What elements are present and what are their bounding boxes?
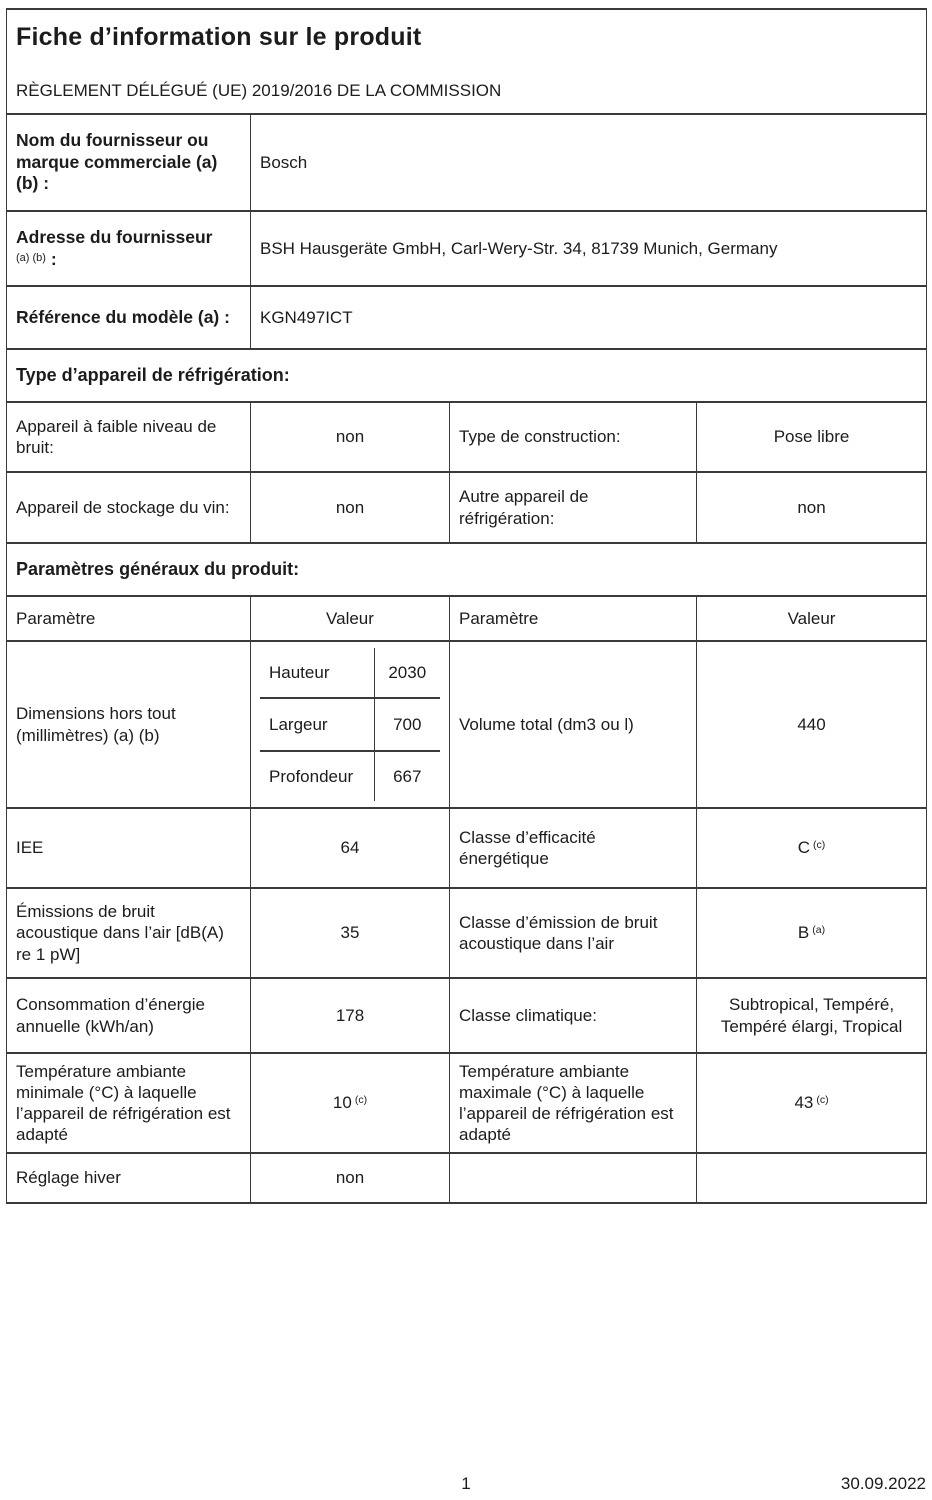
value-text: 43 (794, 1093, 814, 1113)
annual-energy-label: Consommation d’énergie annuelle (kWh/an) (7, 978, 251, 1053)
column-header-row (7, 596, 927, 641)
table-row (7, 978, 927, 1053)
model-reference-value: KGN497ICT (251, 286, 927, 349)
temp-min-value (251, 1053, 450, 1153)
table-row (7, 402, 927, 472)
energy-class-value (697, 808, 927, 888)
page-title: Fiche d’information sur le produit (16, 22, 422, 51)
page-footer (0, 1473, 932, 1495)
temp-max-label: Température ambiante maximale (°C) à laquelle l’appareil de réfrigération est adapté (450, 1053, 697, 1153)
dimensions-subtable (260, 648, 440, 801)
temp-min-label: Température ambiante minimale (°C) à laquelle l’appareil de réfrigération est adapté (7, 1053, 251, 1153)
footnote-ref: (c) (816, 1094, 829, 1107)
model-reference-row (7, 286, 927, 349)
width-label: Largeur (260, 698, 374, 750)
page-number: 1 (461, 1474, 471, 1493)
type-section-heading-row (7, 349, 927, 402)
general-section-heading: Paramètres généraux du produit: (7, 543, 927, 596)
supplier-name-label: Nom du fournisseur ou marque commerciale (a) (b) : (7, 114, 251, 211)
climate-class-value: Subtropical, Tempéré, Tempéré élargi, Tropical (697, 978, 927, 1053)
column-header-value-right: Valeur (697, 596, 927, 641)
wine-storage-value: non (251, 472, 450, 543)
empty-cell (450, 1153, 697, 1203)
column-header-value-left: Valeur (251, 596, 450, 641)
climate-class-label: Classe climatique: (450, 978, 697, 1053)
height-label: Hauteur (269, 663, 330, 683)
regulation-subtitle: RÈGLEMENT DÉLÉGUÉ (UE) 2019/2016 DE LA COMMISSION (16, 80, 502, 100)
other-appliance-value: non (697, 472, 927, 543)
footnote-ref: (c) (813, 839, 826, 852)
title-row (7, 9, 927, 114)
dimensions-subtable-cell (251, 641, 450, 808)
footnote-ref: (c) (354, 1094, 368, 1107)
footnote-ref: (a) (b) (16, 251, 46, 264)
total-volume-value: 440 (697, 641, 927, 808)
supplier-address-label (7, 211, 251, 286)
noise-emission-label: Émissions de bruit acoustique dans l’air [dB(A) re 1 pW] (7, 888, 251, 978)
table-row (7, 472, 927, 543)
iee-label: IEE (7, 808, 251, 888)
construction-type-label: Type de construction: (450, 402, 697, 472)
annual-energy-value: 178 (251, 978, 450, 1053)
supplier-name-value: Bosch (251, 114, 927, 211)
construction-type-value: Pose libre (697, 402, 927, 472)
winter-setting-value: non (251, 1153, 450, 1203)
noise-emission-value: 35 (251, 888, 450, 978)
label-colon: : (50, 248, 57, 269)
value-text: 10 (332, 1093, 352, 1113)
supplier-address-value: BSH Hausgeräte GmbH, Carl-Wery-Str. 34, 81739 Munich, Germany (251, 211, 927, 286)
supplier-address-row (7, 211, 927, 286)
height-value: 2030 (374, 648, 440, 698)
type-section-heading: Type d’appareil de réfrigération: (7, 349, 927, 402)
dimension-depth-row (260, 751, 440, 801)
wine-storage-label: Appareil de stockage du vin: (7, 472, 251, 543)
iee-value: 64 (251, 808, 450, 888)
depth-label: Profondeur (260, 751, 374, 801)
width-value: 700 (374, 698, 440, 750)
table-row (7, 1053, 927, 1153)
column-header-param-left: Paramètre (7, 596, 251, 641)
footer-date: 30.09.2022 (840, 1474, 926, 1493)
title-cell (7, 9, 927, 114)
value-text: C (797, 838, 811, 858)
product-info-sheet (6, 8, 927, 1204)
noise-class-value (697, 888, 927, 978)
supplier-address-label-text: Adresse du fournisseur (16, 226, 213, 247)
low-noise-label: Appareil à faible niveau de bruit: (7, 402, 251, 472)
footnote-ref: (a) (812, 924, 826, 937)
dimensions-label: Dimensions hors tout (millimètres) (a) (b) (7, 641, 251, 808)
table-row (7, 1153, 927, 1203)
depth-value: 667 (374, 751, 440, 801)
table-row (7, 888, 927, 978)
empty-cell (697, 1153, 927, 1203)
column-header-param-right: Paramètre (450, 596, 697, 641)
dimension-width-row (260, 698, 440, 750)
supplier-name-row (7, 114, 927, 211)
general-section-heading-row (7, 543, 927, 596)
winter-setting-label: Réglage hiver (7, 1153, 251, 1203)
dimensions-row (7, 641, 927, 808)
total-volume-label: Volume total (dm3 ou l) (450, 641, 697, 808)
other-appliance-label: Autre appareil de réfrigération: (450, 472, 697, 543)
temp-max-value (697, 1053, 927, 1153)
noise-class-label: Classe d’émission de bruit acoustique dans l’air (450, 888, 697, 978)
table-row (7, 808, 927, 888)
model-reference-label: Référence du modèle (a) : (7, 286, 251, 349)
low-noise-value: non (251, 402, 450, 472)
energy-class-label: Classe d’efficacité énergétique (450, 808, 697, 888)
value-text: B (797, 923, 810, 943)
dimension-height-row (260, 648, 440, 698)
